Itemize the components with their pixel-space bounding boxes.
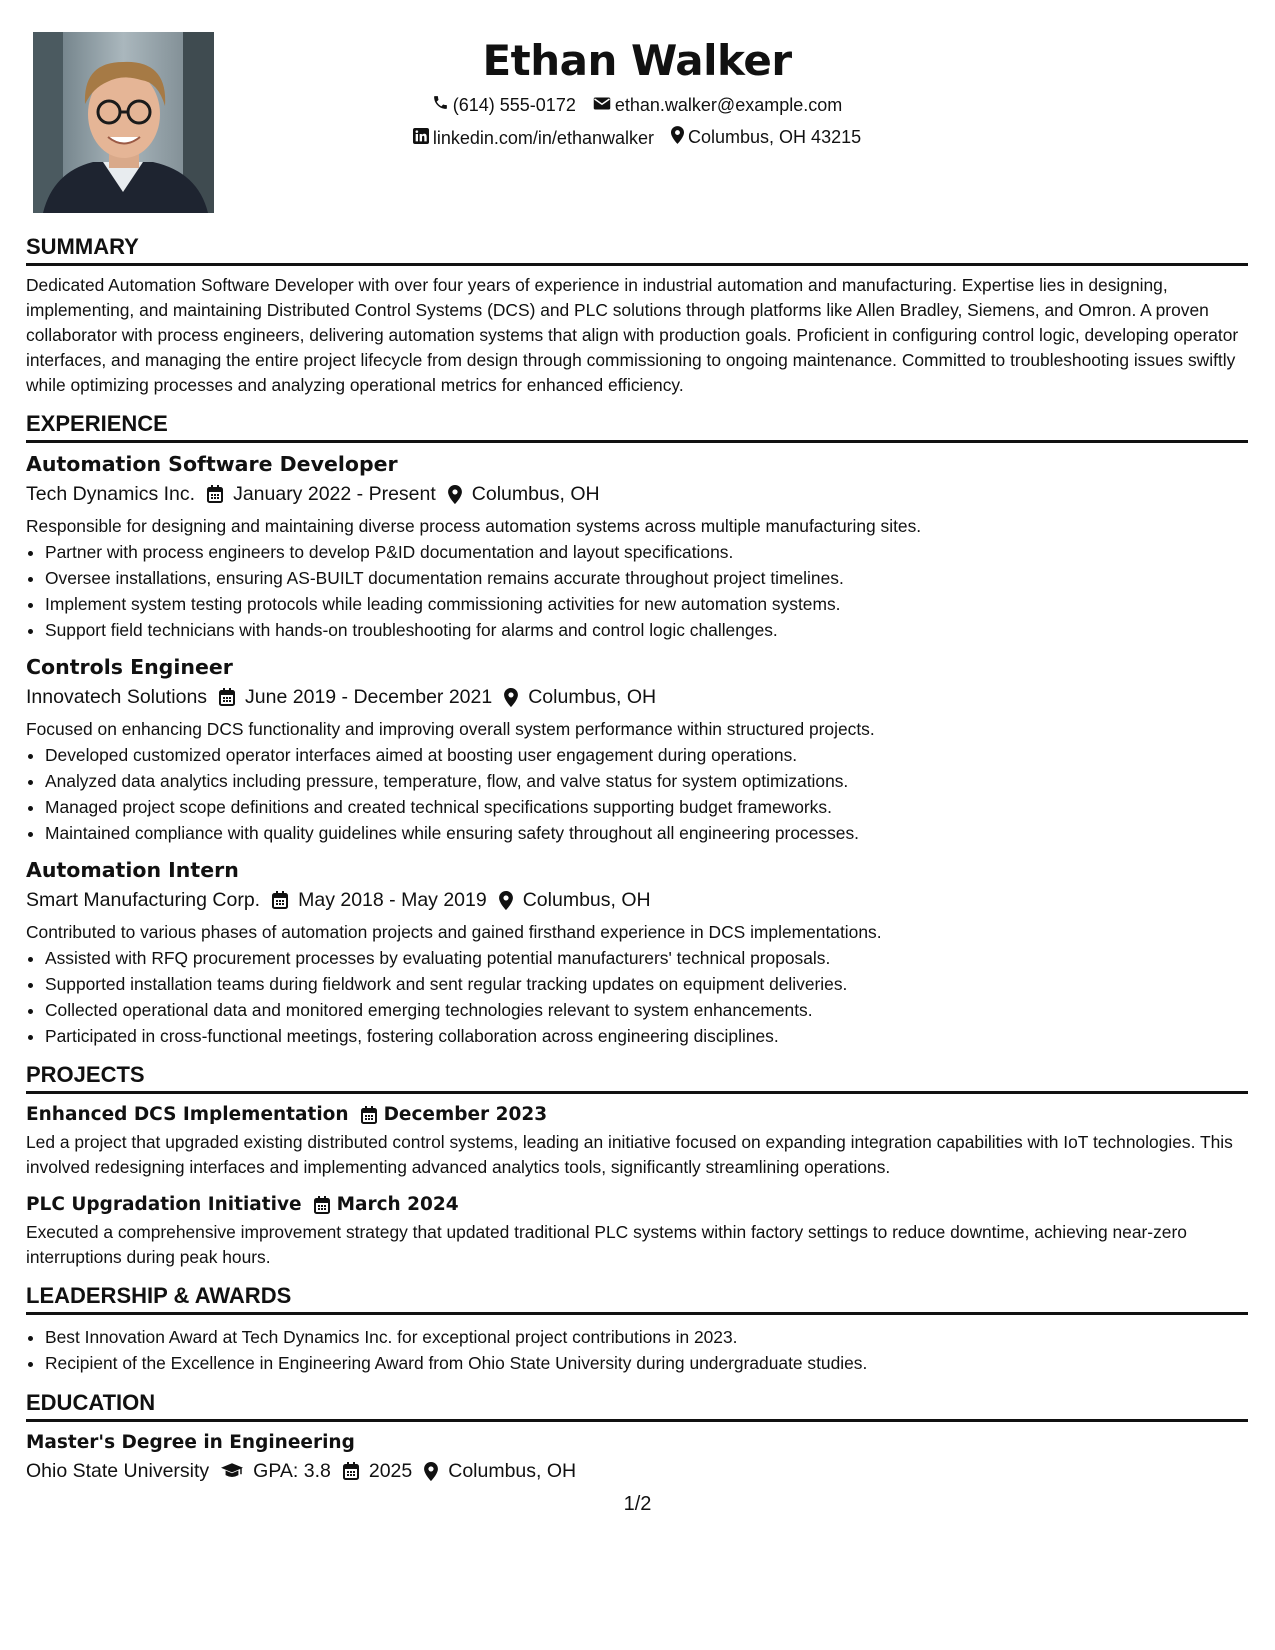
list-item: • Maintained compliance with quality guidelines while ensuring safety throughout all engineering processes.: [45, 820, 1248, 846]
summary-text: Dedicated Automation Software Developer with over four years of experience in industrial automation and manufacturing. Expertise lies in designing, implementing, and maintaining Distributed Control Systems (DCS) and PLC solutions through platforms like Allen Bradley, Siemens, and Omron. A proven collaborator with process engineers, delivering automation systems that align with production goals. Proficient in configuring control logic, developing operator interfaces, and managing the entire project lifecycle from design through commissioning to ongoing maintenance. Committed to troubleshooting issues swiftly while optimizing processes and analyzing operational metrics for enhanced efficiency.: [26, 275, 1239, 395]
job-role: Automation Intern: [26, 858, 239, 882]
linkedin-url: linkedin.com/in/ethanwalker: [432, 128, 654, 148]
job-meta: [26, 885, 1248, 915]
job-location: Columbus, OH: [471, 483, 600, 505]
graduation-year: 2025: [368, 1460, 413, 1482]
project-heading: [26, 1192, 1248, 1218]
calendar-icon: [207, 485, 223, 503]
contact-email[interactable]: [593, 95, 842, 116]
project-date: December 2023: [383, 1104, 548, 1125]
job-company: Innovatech Solutions: [26, 686, 208, 708]
linkedin-icon: [413, 128, 433, 149]
summary-section: [26, 234, 1248, 398]
page-number: 1/2: [623, 1493, 652, 1515]
project-heading: [26, 1102, 1248, 1128]
list-item: • Analyzed data analytics including pressure, temperature, flow, and valve status for system optimizations.: [45, 768, 1248, 794]
job-bullets: [26, 539, 1248, 643]
job-dates: May 2018 - May 2019: [298, 889, 487, 911]
contact-phone[interactable]: [432, 94, 576, 116]
school-name: Ohio State University: [26, 1460, 210, 1482]
candidate-name: Ethan Walker: [482, 36, 792, 85]
resume-page: [26, 32, 1248, 1491]
job-description: Focused on enhancing DCS functionality and improving overall system performance within structured projects.: [26, 719, 875, 739]
job-company: Tech Dynamics Inc.: [26, 483, 196, 505]
education-location: Columbus, OH: [448, 1460, 577, 1482]
map-pin-icon: [499, 891, 513, 910]
calendar-icon: [314, 1196, 330, 1214]
education-meta: [26, 1456, 1248, 1486]
list-item: • Collected operational data and monitored emerging technologies relevant to system enhancements.: [45, 997, 1248, 1023]
map-pin-icon: [448, 485, 462, 504]
list-item: • Best Innovation Award at Tech Dynamics Inc. for exceptional project contributions in 2023.: [45, 1324, 1248, 1350]
job-dates: June 2019 - December 2021: [245, 686, 493, 708]
projects-section: [26, 1062, 1248, 1270]
job-role: Automation Software Developer: [26, 452, 398, 476]
project-entry: [26, 1102, 1248, 1180]
project-description: Led a project that upgraded existing distributed control systems, leading an initiative focused on expanding integration capabilities with IoT technologies. This involved redesigning interfaces and implementing advanced analytics tools, significantly streamlining operations.: [26, 1132, 1233, 1177]
section-title-awards: LEADERSHIP & AWARDS: [26, 1283, 1248, 1315]
list-item: • Managed project scope definitions and created technical specifications supporting budget frameworks.: [45, 794, 1248, 820]
calendar-icon: [219, 688, 235, 706]
awards-list: [26, 1324, 1248, 1376]
list-item: • Support field technicians with hands-on troubleshooting for alarms and control logic challenges.: [45, 617, 1248, 643]
list-item: • Implement system testing protocols while leading commissioning activities for new automation systems.: [45, 591, 1248, 617]
job-bullets: [26, 742, 1248, 846]
experience-section: [26, 411, 1248, 1049]
contact-location: [671, 126, 861, 149]
map-pin-icon: [671, 126, 688, 149]
map-pin-icon: [504, 688, 518, 707]
section-title-education: EDUCATION: [26, 1390, 1248, 1422]
job-entry: [26, 856, 1248, 1049]
degree-title: [26, 1430, 1248, 1456]
list-item: • Supported installation teams during fieldwork and sent regular tracking updates on equipment deliveries.: [45, 971, 1248, 997]
phone-icon: [432, 94, 453, 116]
project-name: Enhanced DCS Implementation: [26, 1104, 349, 1125]
calendar-icon: [272, 891, 288, 909]
awards-section: [26, 1283, 1248, 1376]
resume-header: [26, 32, 1248, 212]
list-item: • Partner with process engineers to develop P&ID documentation and layout specifications.: [45, 539, 1248, 565]
section-title-projects: PROJECTS: [26, 1062, 1248, 1094]
graduation-cap-icon: [221, 1463, 243, 1479]
list-item: • Oversee installations, ensuring AS-BUILT documentation remains accurate throughout project timelines.: [45, 565, 1248, 591]
job-role: Controls Engineer: [26, 655, 233, 679]
project-name: PLC Upgradation Initiative: [26, 1194, 302, 1215]
envelope-icon: [593, 95, 615, 116]
job-company: Smart Manufacturing Corp.: [26, 889, 261, 911]
job-entry: [26, 653, 1248, 846]
section-title-summary: SUMMARY: [26, 234, 1248, 266]
job-entry: [26, 450, 1248, 643]
list-item: • Assisted with RFQ procurement processes by evaluating potential manufacturers' technical proposals.: [45, 945, 1248, 971]
map-pin-icon: [424, 1462, 438, 1481]
list-item: • Developed customized operator interfaces aimed at boosting user engagement during operations.: [45, 742, 1248, 768]
location-text: Columbus, OH 43215: [688, 127, 862, 147]
education-section: [26, 1390, 1248, 1486]
list-item: • Participated in cross-functional meetings, fostering collaboration across engineering disciplines.: [45, 1023, 1248, 1049]
job-meta: [26, 682, 1248, 712]
contact-line-secondary: [26, 126, 1248, 149]
project-description: Executed a comprehensive improvement strategy that updated traditional PLC systems within factory settings to reduce downtime, achieving near-zero interruptions during peak hours.: [26, 1222, 1187, 1267]
job-description: Responsible for designing and maintaining diverse process automation systems across multiple manufacturing sites.: [26, 516, 922, 536]
degree-name: Master's Degree in Engineering: [26, 1432, 355, 1453]
job-description: Contributed to various phases of automation projects and gained firsthand experience in DCS implementations.: [26, 922, 882, 942]
list-item: • Recipient of the Excellence in Engineering Award from Ohio State University during undergraduate studies.: [45, 1350, 1248, 1376]
phone-number: (614) 555-0172: [452, 94, 576, 115]
job-bullets: [26, 945, 1248, 1049]
job-location: Columbus, OH: [522, 889, 651, 911]
contact-line-primary: [26, 94, 1248, 116]
project-entry: [26, 1192, 1248, 1270]
calendar-icon: [343, 1462, 359, 1480]
email-address: ethan.walker@example.com: [614, 95, 843, 115]
gpa: GPA: 3.8: [253, 1460, 331, 1482]
section-title-experience: EXPERIENCE: [26, 411, 1248, 443]
calendar-icon: [361, 1106, 377, 1124]
job-meta: [26, 479, 1248, 509]
job-dates: January 2022 - Present: [233, 483, 436, 505]
contact-linkedin[interactable]: [413, 128, 654, 149]
job-location: Columbus, OH: [528, 686, 657, 708]
project-date: March 2024: [336, 1194, 459, 1215]
